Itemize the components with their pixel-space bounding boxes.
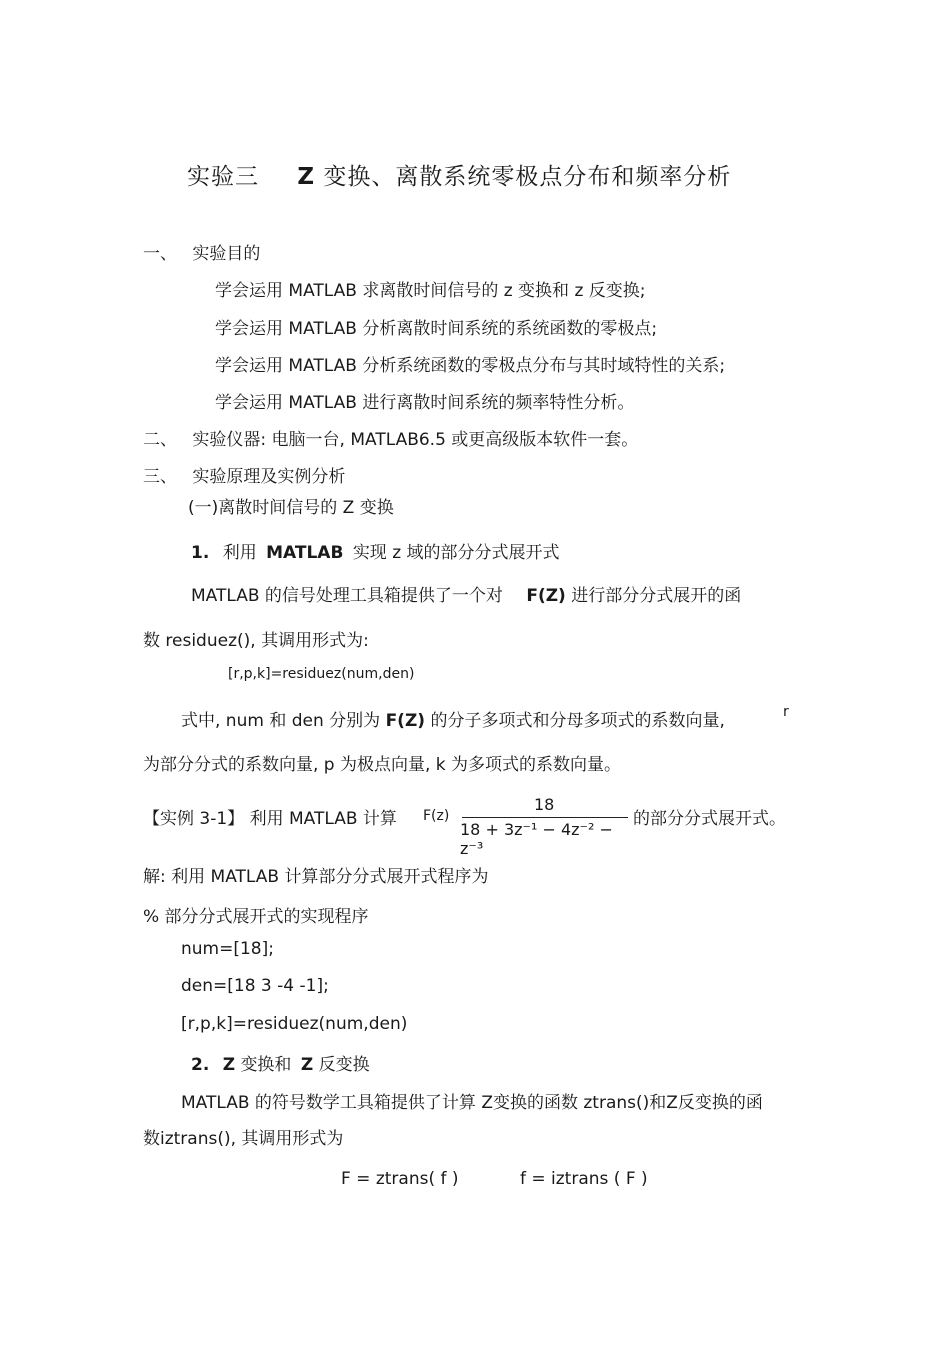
example-fraction <box>458 795 630 858</box>
heading-1 <box>191 538 560 563</box>
heading-1-prefix: 利用 <box>222 543 257 563</box>
paragraph-2-line-1 <box>181 706 725 731</box>
example-label: 【实例 3-1】 利用 MATLAB 计算 <box>143 809 397 829</box>
paragraph-1-line-2: 数 residuez(), 其调用形式为: <box>143 631 369 651</box>
solution-text: 解: 利用 MATLAB 计算部分分式展开式程序为 <box>143 867 489 887</box>
heading-2-z-2: Z <box>300 1055 314 1075</box>
code-comment: % 部分分式展开式的实现程序 <box>143 907 369 927</box>
paragraph-1-line-1 <box>191 581 741 606</box>
syntax-ztrans: F = ztrans( f ) <box>341 1169 459 1189</box>
paragraph-3-line-2: 数iztrans(), 其调用形式为 <box>143 1129 344 1149</box>
paragraph-1-text-a: MATLAB 的信号处理工具箱提供了一个对 <box>191 586 503 606</box>
code-line-den: den=[18 3 -4 -1]; <box>181 976 329 996</box>
section-3-number: 三、 <box>143 467 177 487</box>
objective-item-3: 学会运用 MATLAB 分析系统函数的零极点分布与其时域特性的关系; <box>215 356 726 376</box>
section-1-label: 实验目的 <box>192 244 261 264</box>
title-z: Z <box>297 164 315 190</box>
paragraph-1-fz: F(Z) <box>526 586 566 606</box>
objective-item-4: 学会运用 MATLAB 进行离散时间系统的频率特性分析。 <box>215 393 635 413</box>
heading-2-text-b: 变换和 <box>240 1055 292 1075</box>
code-line-num: num=[18]; <box>181 939 274 959</box>
fraction-numerator: 18 <box>534 795 555 814</box>
heading-2-text-d: 反变换 <box>318 1055 370 1075</box>
objective-item-1: 学会运用 MATLAB 求离散时间信号的 z 变换和 z 反变换; <box>215 281 646 301</box>
heading-1-number: 1. <box>191 543 210 563</box>
heading-2-number: 2. <box>191 1055 210 1075</box>
section-3-heading <box>143 462 345 487</box>
paragraph-2-fz: F(Z) <box>385 711 426 731</box>
paragraph-2-text-b: 的分子多项式和分母多项式的系数向量, <box>430 711 725 731</box>
paragraph-1-text-b: 进行部分分式展开的函 <box>571 586 742 606</box>
paragraph-3-line-1: MATLAB 的符号数学工具箱提供了计算 Z变换的函数 ztrans()和Z反变换的函 <box>181 1093 763 1113</box>
fraction-denominator: 18 + 3z⁻¹ − 4z⁻² − z⁻³ <box>460 820 613 858</box>
objective-item-2: 学会运用 MATLAB 分析离散时间系统的系统函数的零极点; <box>215 319 658 339</box>
page-title <box>187 158 731 191</box>
example-tail: 的部分分式展开式。 <box>633 809 786 829</box>
heading-1-matlab: MATLAB <box>266 543 344 563</box>
paragraph-2-r: r <box>783 704 789 720</box>
example-function: F(z) <box>423 808 450 824</box>
fraction-bar <box>462 817 628 818</box>
section-1-heading <box>143 239 260 264</box>
paragraph-2-line-2: 为部分分式的系数向量, p 为极点向量, k 为多项式的系数向量。 <box>143 755 622 775</box>
section-2 <box>143 425 638 450</box>
section-1-number: 一、 <box>143 244 177 264</box>
section-2-number: 二、 <box>143 430 177 450</box>
title-prefix: 实验三 <box>187 164 259 190</box>
syntax-iztrans: f = iztrans ( F ) <box>520 1169 648 1189</box>
syntax-residuez: [r,p,k]=residuez(num,den) <box>228 666 415 682</box>
section-2-text: 实验仪器: 电脑一台, MATLAB6.5 或更高级版本软件一套。 <box>192 430 639 450</box>
heading-1-rest: 实现 z 域的部分分式展开式 <box>352 543 560 563</box>
title-rest: 变换、离散系统零极点分布和频率分析 <box>323 164 732 190</box>
code-line-residuez: [r,p,k]=residuez(num,den) <box>181 1014 408 1034</box>
subsection-1-heading: (一)离散时间信号的 Z 变换 <box>188 498 394 518</box>
heading-2-z-1: Z <box>222 1055 236 1075</box>
section-3-label: 实验原理及实例分析 <box>192 467 346 487</box>
paragraph-2-text-a: 式中, num 和 den 分别为 <box>181 711 381 731</box>
heading-2 <box>191 1050 370 1075</box>
